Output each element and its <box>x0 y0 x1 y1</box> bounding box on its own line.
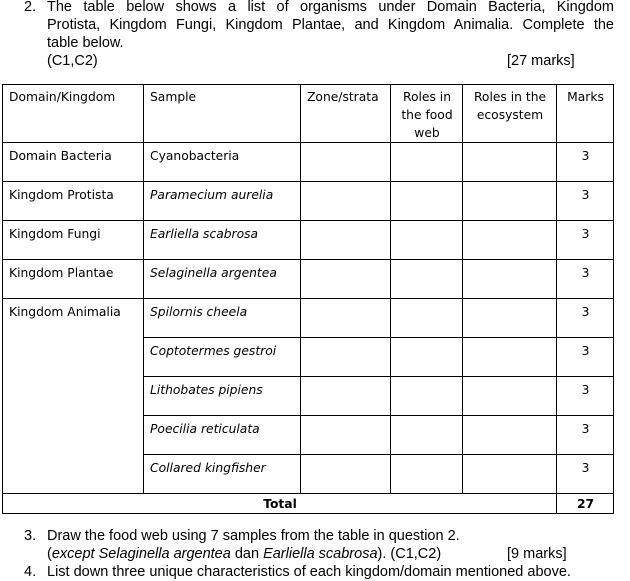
kingdom-cell: Kingdom Protista <box>3 182 144 221</box>
marks-cell: 3 <box>557 221 614 260</box>
question-3-marks: [9 marks] <box>507 546 567 562</box>
sample-cell: Earliella scabrosa <box>144 221 301 260</box>
food-web-role-cell[interactable] <box>391 416 463 455</box>
zone-cell[interactable] <box>301 338 391 377</box>
question-3-number: 3. <box>24 528 37 544</box>
ecosystem-role-cell[interactable] <box>463 338 557 377</box>
sample-cell: Paramecium aurelia <box>144 182 301 221</box>
question-2-number: 2. <box>24 0 37 15</box>
zone-cell[interactable] <box>301 299 391 338</box>
table-row <box>3 299 614 338</box>
question-2-outcomes: (C1,C2) <box>47 53 98 69</box>
sample-cell: Collared kingfisher <box>144 455 301 494</box>
marks-cell: 3 <box>557 377 614 416</box>
marks-cell: 3 <box>557 455 614 494</box>
food-web-role-cell[interactable] <box>391 455 463 494</box>
question-4-number: 4. <box>24 564 37 580</box>
food-web-role-cell[interactable] <box>391 260 463 299</box>
ecosystem-role-cell[interactable] <box>463 455 557 494</box>
zone-cell[interactable] <box>301 182 391 221</box>
header-sample: Sample <box>144 85 301 143</box>
question-3-except: except Selaginella argentea <box>51 546 231 562</box>
question-3-line-2 <box>47 545 441 563</box>
marks-cell: 3 <box>557 299 614 338</box>
header-roles-ecosystem: Roles in the ecosystem <box>463 85 557 143</box>
header-marks: Marks <box>557 85 614 143</box>
table-row <box>3 260 614 299</box>
food-web-role-cell[interactable] <box>391 221 463 260</box>
total-marks: 27 <box>557 494 614 514</box>
zone-cell[interactable] <box>301 455 391 494</box>
food-web-role-cell[interactable] <box>391 338 463 377</box>
question-2-line-2: Protista, Kingdom Fungi, Kingdom Plantae, and Kingdom Animalia. Complete the <box>47 17 614 33</box>
sample-cell: Coptotermes gestroi <box>144 338 301 377</box>
zone-cell[interactable] <box>301 143 391 182</box>
table-row <box>3 221 614 260</box>
table-total-row <box>3 494 614 514</box>
kingdom-cell: Kingdom Plantae <box>3 260 144 299</box>
ecosystem-role-cell[interactable] <box>463 416 557 455</box>
question-2-text <box>47 0 614 52</box>
sample-cell: Poecilia reticulata <box>144 416 301 455</box>
zone-cell[interactable] <box>301 416 391 455</box>
sample-cell: Spilornis cheela <box>144 299 301 338</box>
ecosystem-role-cell[interactable] <box>463 299 557 338</box>
sample-cell: Selaginella argentea <box>144 260 301 299</box>
question-2-marks: [27 marks] <box>507 53 575 69</box>
food-web-role-cell[interactable] <box>391 182 463 221</box>
food-web-role-cell[interactable] <box>391 143 463 182</box>
ecosystem-role-cell[interactable] <box>463 143 557 182</box>
question-2-line-3: table below. <box>47 35 124 51</box>
sample-cell: Lithobates pipiens <box>144 377 301 416</box>
zone-cell[interactable] <box>301 260 391 299</box>
ecosystem-role-cell[interactable] <box>463 260 557 299</box>
ecosystem-role-cell[interactable] <box>463 221 557 260</box>
food-web-role-cell[interactable] <box>391 299 463 338</box>
marks-cell: 3 <box>557 143 614 182</box>
sample-cell: Cyanobacteria <box>144 143 301 182</box>
zone-cell[interactable] <box>301 377 391 416</box>
question-3-outcomes: ). (C1,C2) <box>377 546 442 562</box>
question-2 <box>0 0 630 70</box>
ecosystem-role-cell[interactable] <box>463 377 557 416</box>
header-domain-kingdom: Domain/Kingdom <box>3 85 144 143</box>
zone-cell[interactable] <box>301 221 391 260</box>
total-label: Total <box>3 494 557 514</box>
question-3-line-1: Draw the food web using 7 samples from the table in question 2. <box>47 528 460 544</box>
marks-cell: 3 <box>557 182 614 221</box>
food-web-role-cell[interactable] <box>391 377 463 416</box>
kingdom-cell: Kingdom Animalia <box>3 299 144 494</box>
kingdom-cell: Domain Bacteria <box>3 143 144 182</box>
question-2-line-1: The table below shows a list of organisms under Domain Bacteria, Kingdom <box>47 0 614 15</box>
marks-cell: 3 <box>557 416 614 455</box>
table-header-row <box>3 85 614 143</box>
header-roles-food-web: Roles in the food web <box>391 85 463 143</box>
question-3-open-paren: ( <box>47 546 52 562</box>
ecosystem-role-cell[interactable] <box>463 182 557 221</box>
question-3-dan: dan <box>230 546 264 562</box>
marks-cell: 3 <box>557 338 614 377</box>
question-3-species: Earliella scabrosa <box>263 546 378 562</box>
table-row <box>3 182 614 221</box>
marks-cell: 3 <box>557 260 614 299</box>
header-zone-strata: Zone/strata <box>301 85 391 143</box>
organism-table <box>2 84 614 514</box>
question-4-text: List down three unique characteristics of each kingdom/domain mentioned above. <box>47 564 571 580</box>
kingdom-cell: Kingdom Fungi <box>3 221 144 260</box>
table-row <box>3 143 614 182</box>
